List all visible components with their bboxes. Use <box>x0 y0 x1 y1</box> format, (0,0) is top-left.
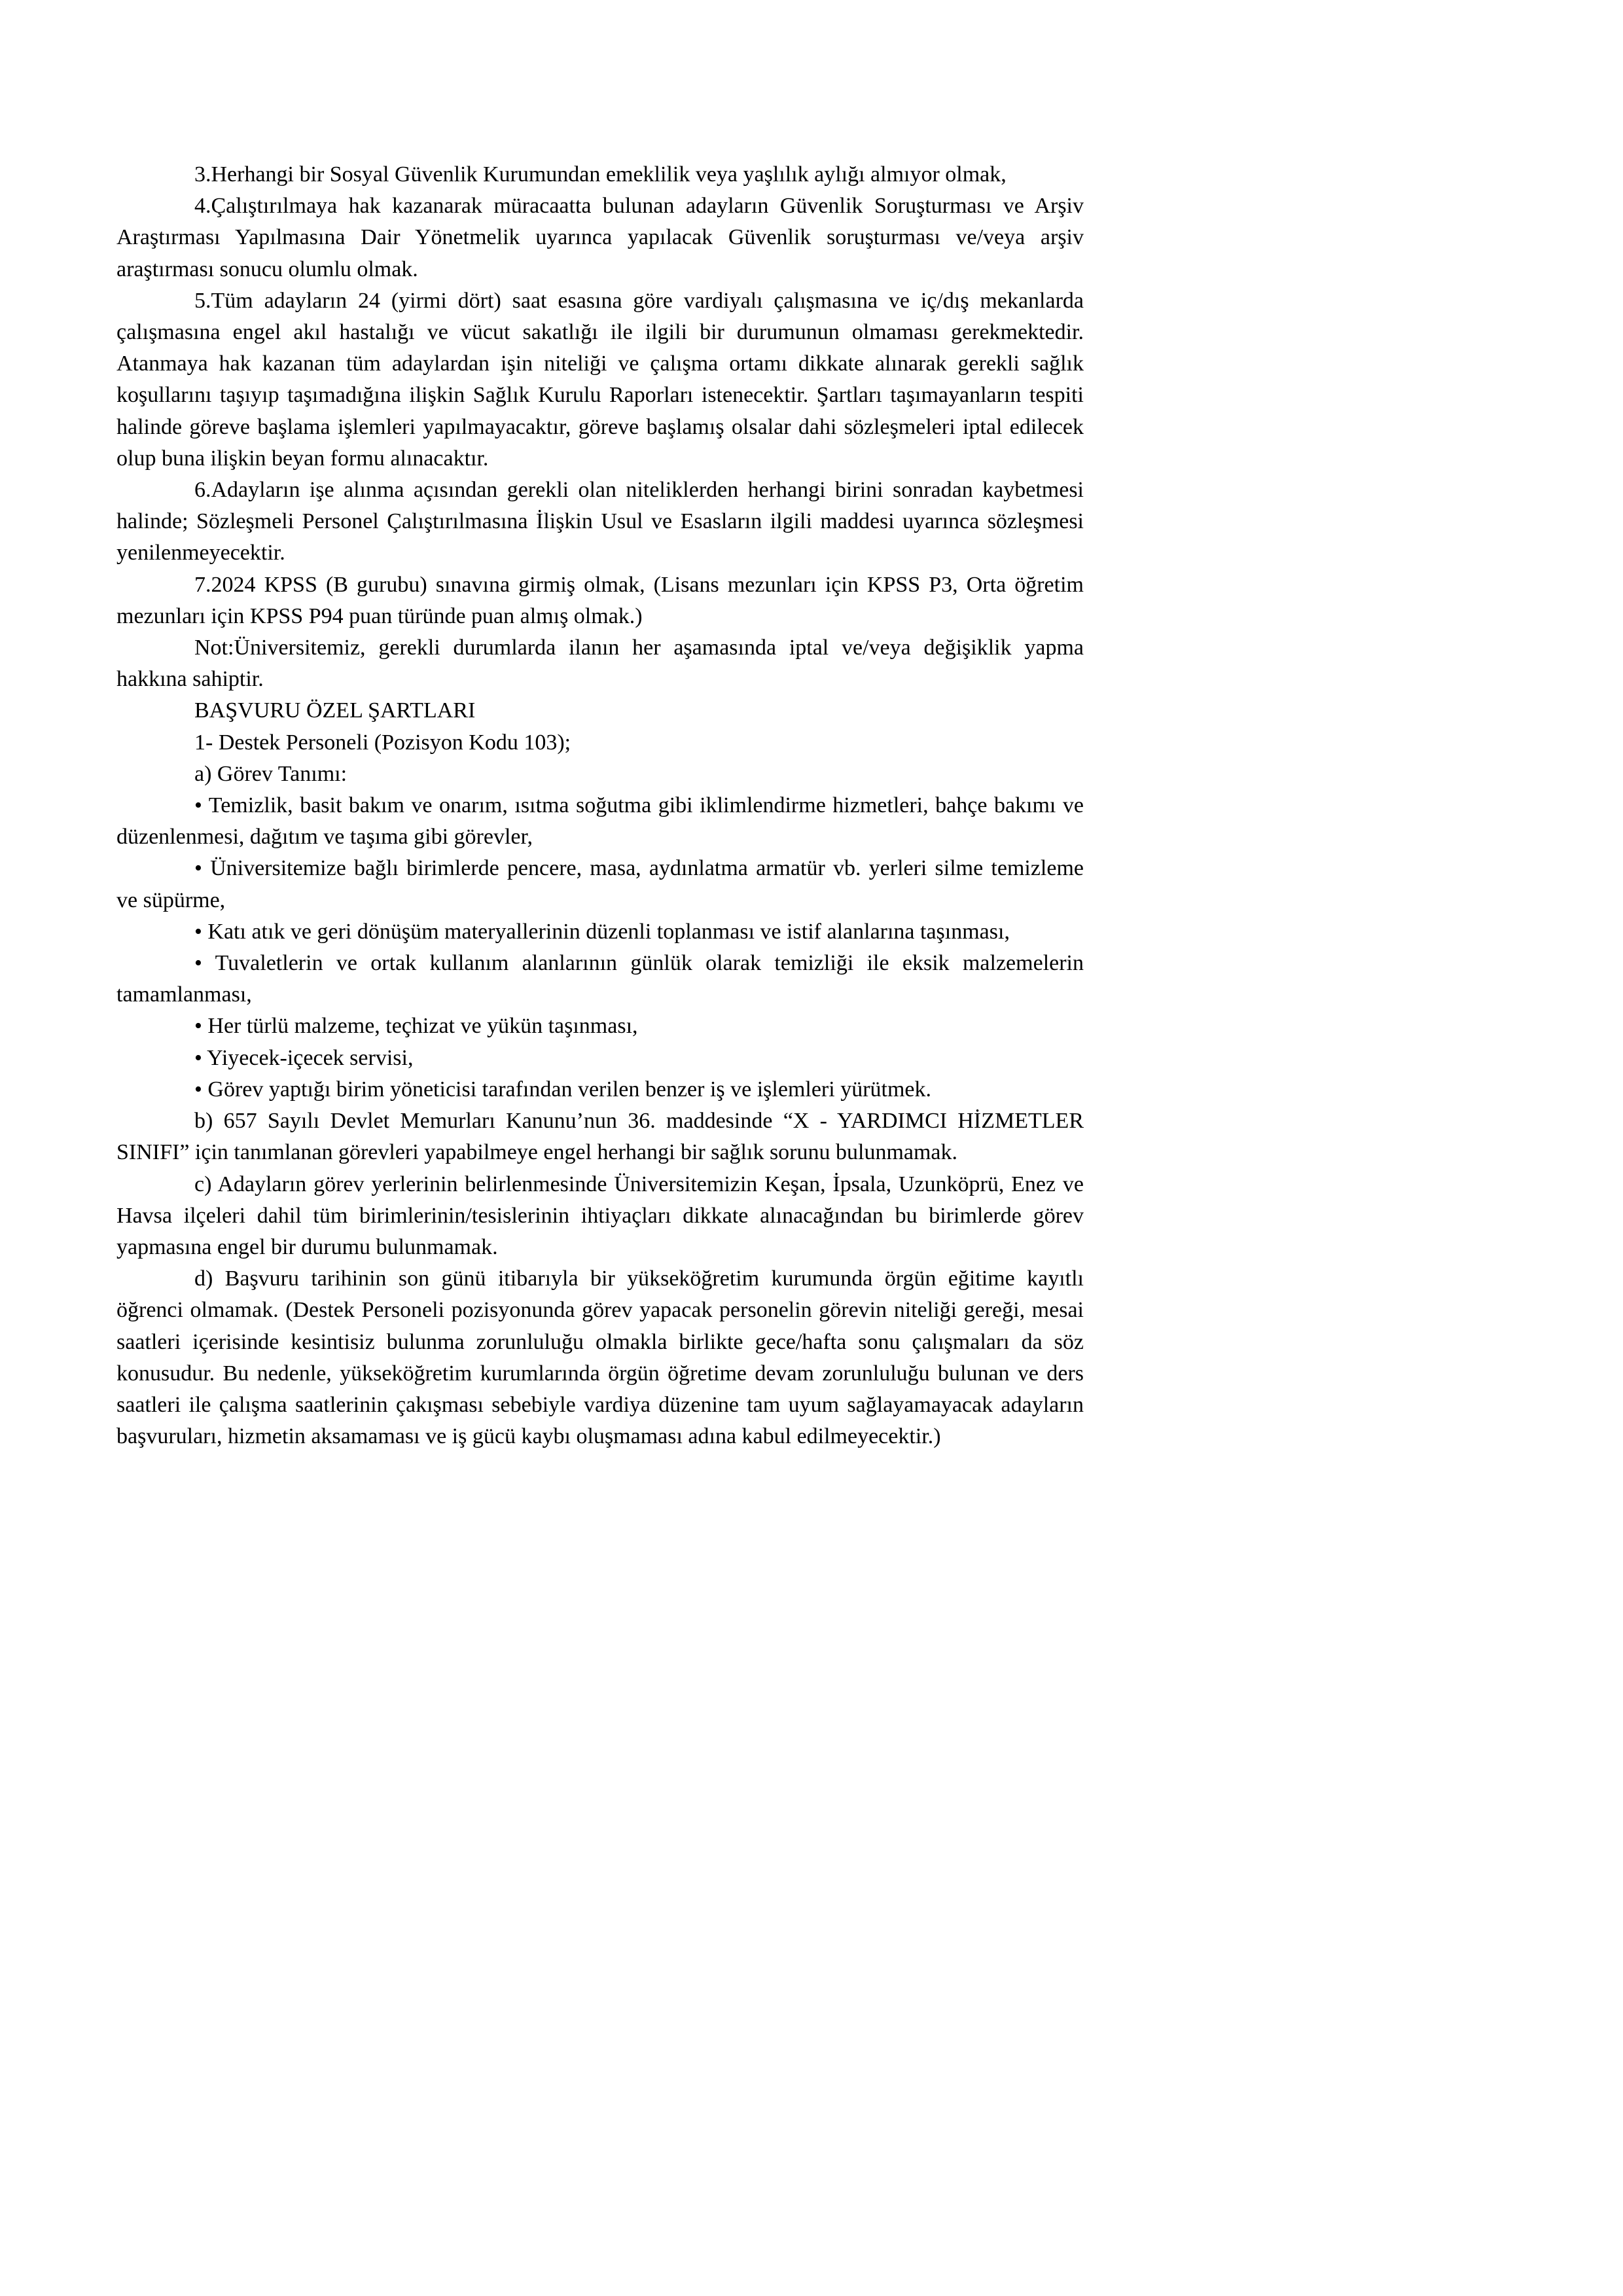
paragraph-note: Not:Üniversitemiz, gerekli durumlarda ilanın her aşamasında iptal ve/veya değişiklik yapma hakkına sahiptir. <box>116 636 1084 692</box>
bullet-item-benzer-is-islemler: • Görev yaptığı birim yöneticisi tarafından verilen benzer iş ve işlemleri yürütmek. <box>194 1077 932 1102</box>
bullet-item-temizlik: • Temizlik, basit bakım ve onarım, ısıtma soğutma gibi iklimlendirme hizmetleri, bahçe bakımı ve düzenlenmesi, dağıtım ve taşıma gibi görevler, <box>116 793 1084 850</box>
paragraph-item-d: d) Başvuru tarihinin son günü itibarıyla bir yükseköğretim kurumunda örgün eğitime kayıtlı öğrenci olmamak. (Destek Personeli pozisyonunda görev yapacak personelin görevin niteliği gereği, mesai saatleri içerisinde kesintisiz bulunma zorunluluğu olmakla birlikte gece/hafta sonu çalışmaları da söz konusudur. Bu nedenle, yükseköğretim kurumlarında örgün öğretime devam zorunluluğu bulunan ve ders saatleri ile çalışma saatlerinin çakışması sebebiyle vardiya düzenine tam uyum sağlayamayacak adayların başvuruları, hizmetin aksamaması ve iş gücü kaybı oluşmaması adına kabul edilmeyecektir.) <box>116 1266 1084 1449</box>
bullet-item-malzeme-tasima: • Her türlü malzeme, teçhizat ve yükün taşınması, <box>194 1014 638 1039</box>
paragraph-item-b: b) 657 Sayılı Devlet Memurları Kanunu’nun 36. maddesinde “X - YARDIMCI HİZMETLER SINIFI” için tanımlanan görevleri yapabilmeye engel herhangi bir sağlık sorunu bulunmamak. <box>116 1109 1084 1165</box>
subheading-gorev-tanimi: a) Görev Tanımı: <box>194 761 348 786</box>
paragraph-item-c: c) Adayların görev yerlerinin belirlenmesinde Üniversitemizin Keşan, İpsala, Uzunköprü, Enez ve Havsa ilçeleri dahil tüm birimlerinin/tesislerinin ihtiyaçları dikkate alınacağından bu birimlerde görev yapmasına engel bir durumu bulunmamak. <box>116 1172 1084 1259</box>
paragraph-item-4: 4.Çalıştırılmaya hak kazanarak müracaatta bulunan adayların Güvenlik Soruşturması ve Arşiv Araştırması Yapılmasına Dair Yönetmelik uyarınca yapılacak Güvenlik soruşturması ve/veya arşiv araştırması sonucu olumlu olmak. <box>116 194 1084 281</box>
document-body <box>116 159 1084 1452</box>
paragraph-item-7: 7.2024 KPSS (B gurubu) sınavına girmiş olmak, (Lisans mezunları için KPSS P3, Orta öğretim mezunları için KPSS P94 puan türünde puan almış olmak.) <box>116 572 1084 628</box>
paragraph-item-6: 6.Adayların işe alınma açısından gerekli olan niteliklerden herhangi birini sonradan kaybetmesi halinde; Sözleşmeli Personel Çalıştırılmasına İlişkin Usul ve Esasların ilgili maddesi uyarınca sözleşmesi yenilenmeyecektir. <box>116 478 1084 565</box>
section-heading-basvuru-ozel-sartlari: BAŞVURU ÖZEL ŞARTLARI <box>194 698 476 723</box>
bullet-item-yiyecek-icecek-servisi: • Yiyecek-içecek servisi, <box>194 1045 414 1070</box>
bullet-item-universitemize-bagli-birimler: • Üniversitemize bağlı birimlerde pencere, masa, aydınlatma armatür vb. yerleri silme temizleme ve süpürme, <box>116 856 1084 912</box>
bullet-item-tuvaletler: • Tuvaletlerin ve ortak kullanım alanlarının günlük olarak temizliği ile eksik malzemelerin tamamlanması, <box>116 951 1084 1007</box>
bullet-item-kati-atik: • Katı atık ve geri dönüşüm materyallerinin düzenli toplanması ve istif alanlarına taşınması, <box>194 919 1010 944</box>
paragraph-item-3: 3.Herhangi bir Sosyal Güvenlik Kurumundan emeklilik veya yaşlılık aylığı almıyor olmak, <box>194 162 1007 187</box>
subheading-destek-personeli: 1- Destek Personeli (Pozisyon Kodu 103); <box>194 730 571 755</box>
paragraph-item-5: 5.Tüm adayların 24 (yirmi dört) saat esasına göre vardiyalı çalışmasına ve iç/dış mekanlarda çalışmasına engel akıl hastalığı ve vücut sakatlığı ile ilgili bir durumunun olmaması gerekmektedir. Atanmaya hak kazanan tüm adaylardan işin niteliği ve çalışma ortamı dikkate alınarak gerekli sağlık koşullarını taşıyıp taşımadığına ilişkin Sağlık Kurulu Raporları istenecektir. Şartları taşımayanların tespiti halinde göreve başlama işlemleri yapılmayacaktır, göreve başlamış olsalar dahi sözleşmeleri iptal edilecek olup buna ilişkin beyan formu alınacaktır. <box>116 288 1084 471</box>
